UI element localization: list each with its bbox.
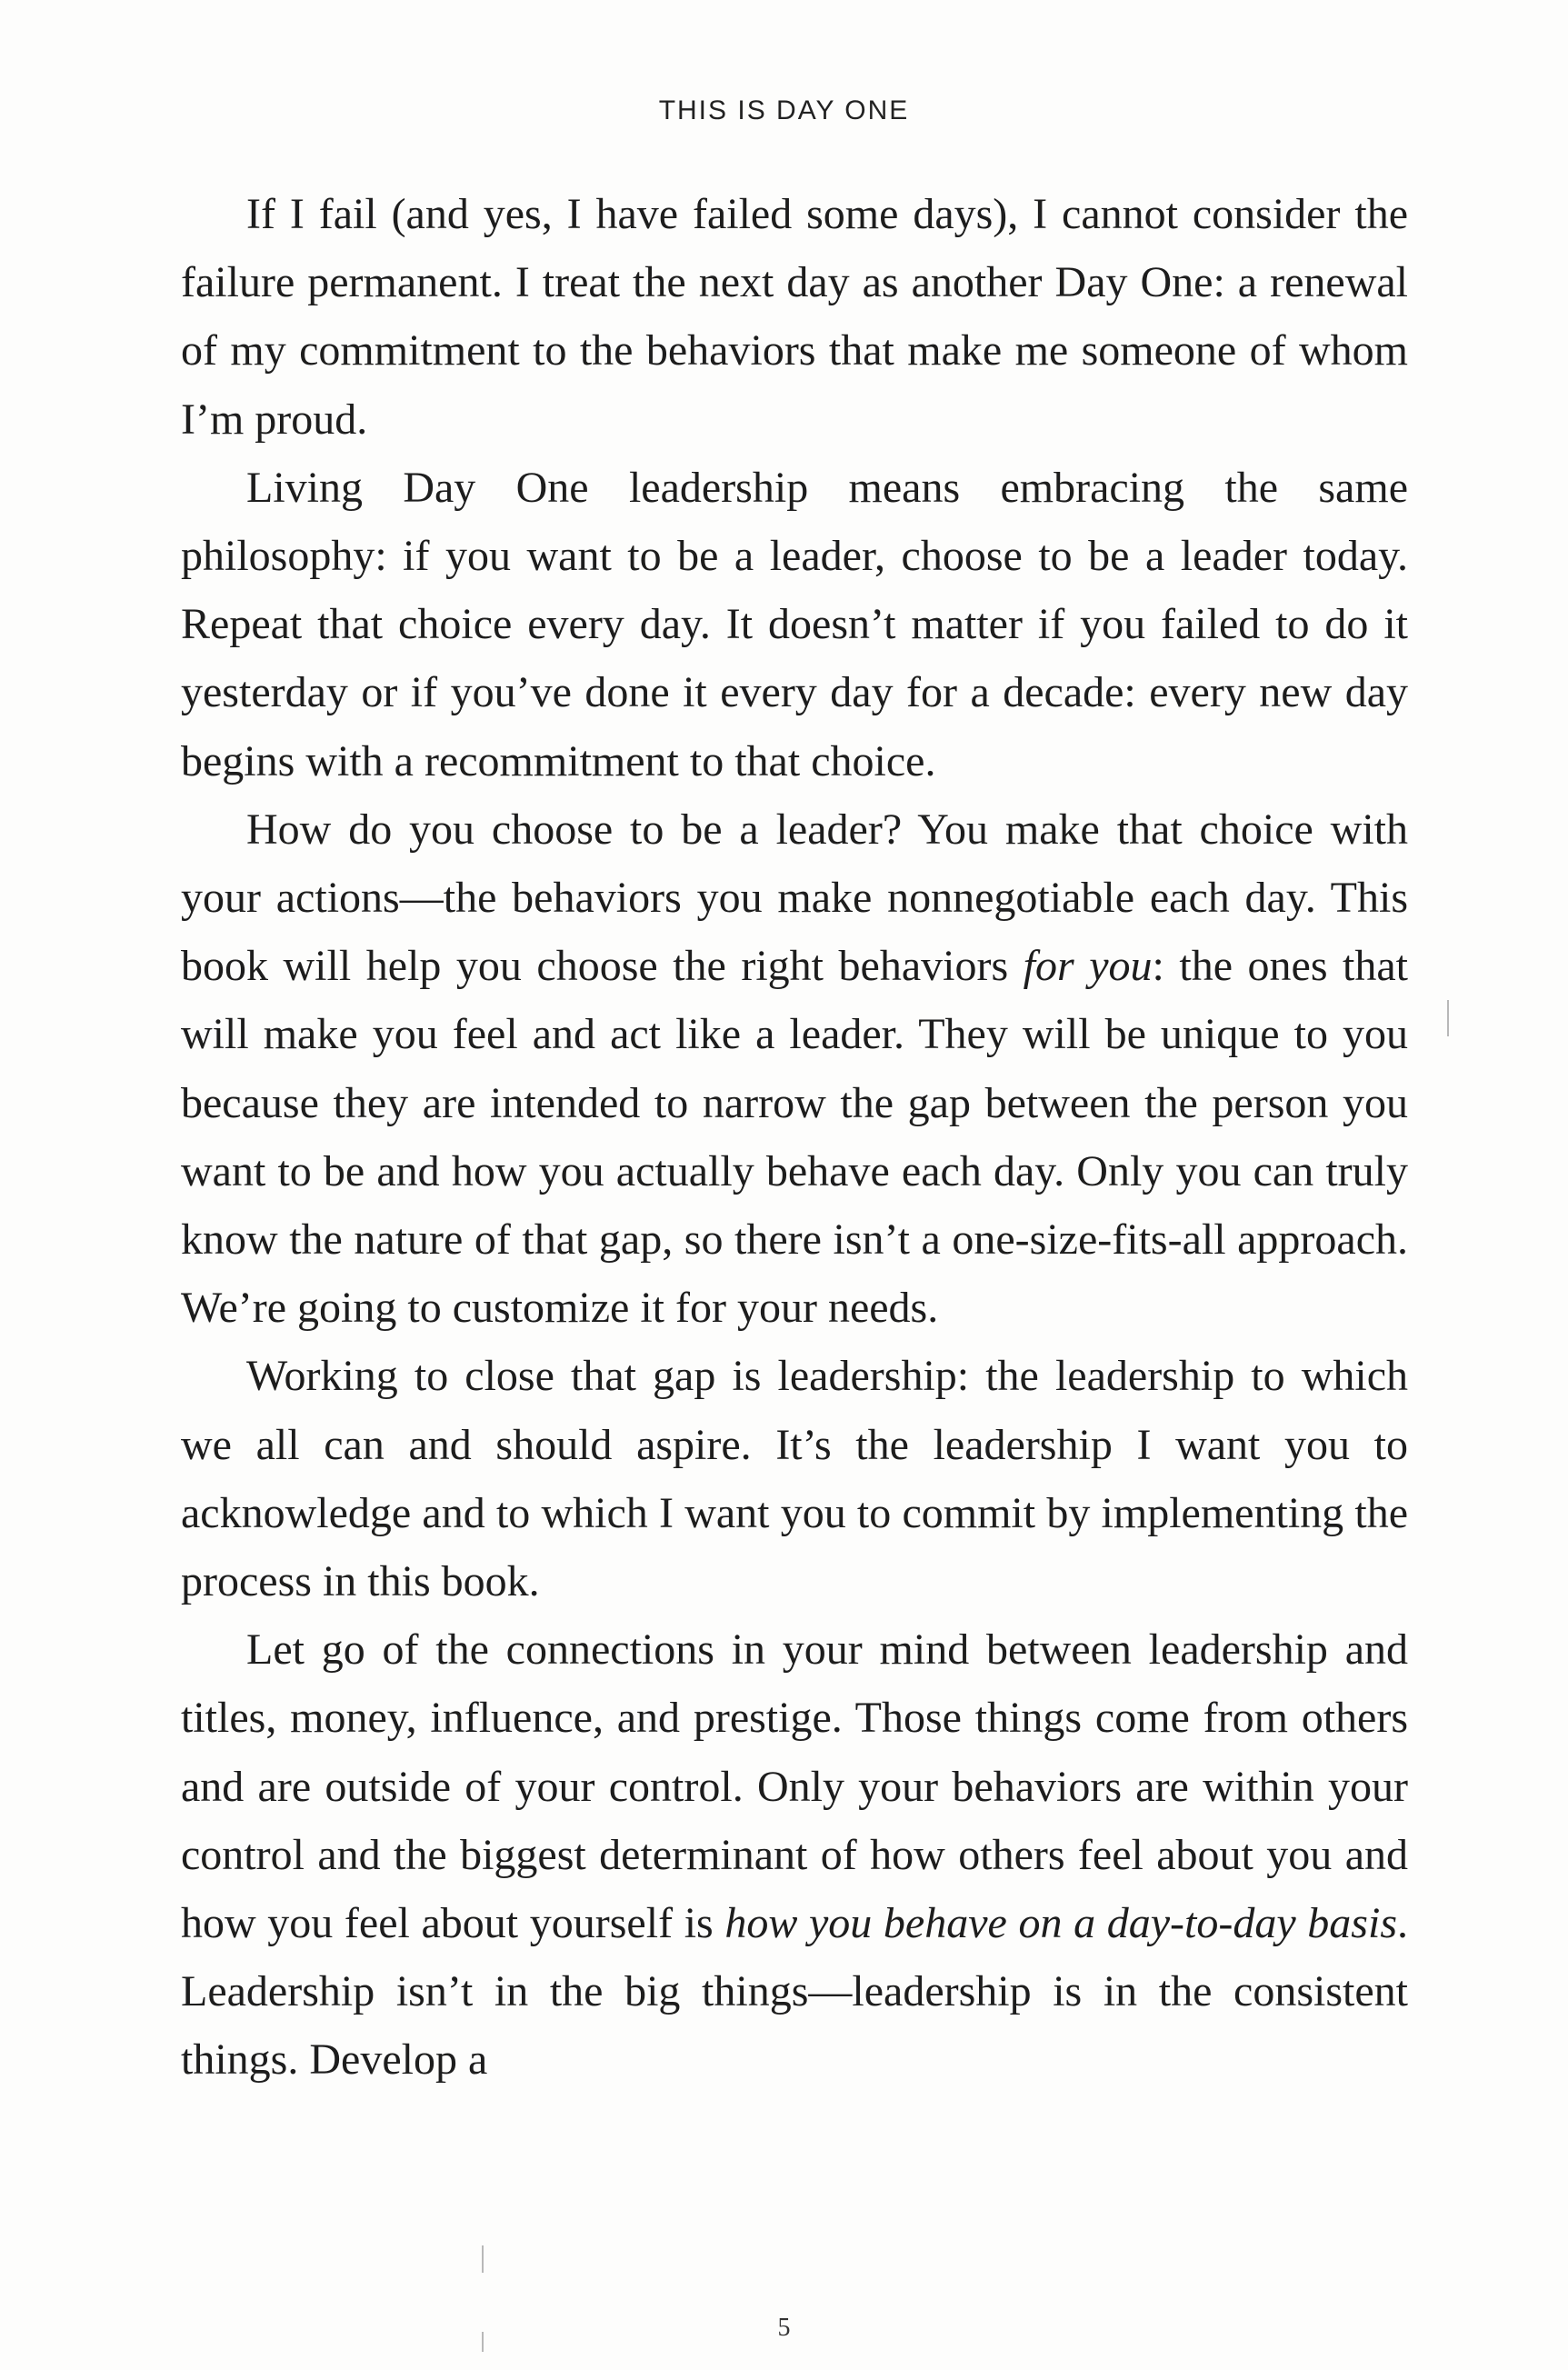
paragraph-text: . Leadership isn’t in the big things—leadership is in the consistent things. Develop a xyxy=(181,1899,1408,2085)
scan-mark xyxy=(482,2245,484,2273)
paragraph xyxy=(181,454,1408,795)
page-number: 5 xyxy=(777,2314,791,2342)
running-head: THIS IS DAY ONE xyxy=(658,95,910,125)
paragraph-text: Living Day One leadership means embracing the same philosophy: if you want to be a leader, choose to be a leader today. Repeat that choice every day. It doesn’t matter if you failed to do it yesterday or if you’ve done it every day for a decade: every new day begins with a recommitment to that choice. xyxy=(181,463,1408,785)
paragraph xyxy=(181,1342,1408,1615)
paragraph-text: Working to close that gap is leadership: the leadership to which we all can and should aspire. It’s the leadership I want you to acknowledge and to which I want you to commit by implementing the process in this book. xyxy=(181,1352,1408,1606)
body-text xyxy=(181,180,1408,2095)
paragraph-text: If I fail (and yes, I have failed some days), I cannot consider the failure permanent. I treat the next day as another Day One: a renewal of my commitment to the behaviors that make me someone of whom I’m proud. xyxy=(181,190,1408,444)
scan-mark xyxy=(1447,1000,1449,1036)
scan-mark xyxy=(482,2332,484,2352)
paragraph xyxy=(181,1615,1408,2094)
paragraph-text: How do you choose to be a leader? You make that choice with your actions—the behaviors you make nonnegotiable each day. This book will help you choose the right behaviors xyxy=(181,805,1408,991)
paragraph xyxy=(181,795,1408,1343)
paragraph-text: : the ones that will make you feel and act like a leader. They will be unique to you because they are intended to narrow the gap between the person you want to be and how you actually behave each day. Only you can truly know the nature of that gap, so there isn’t a one-size-fits-all approach. We’re going to customize it for your needs. xyxy=(181,942,1408,1333)
italic-text: for you xyxy=(1023,942,1153,991)
paragraph-text: Let go of the connections in your mind between leadership and titles, money, influence, and prestige. Those things come from others and are outside of your control. Only your behaviors are within your control and the biggest determinant of how others feel about you and how you feel about yourself is xyxy=(181,1625,1408,1948)
italic-text: how you behave on a day-to-day basis xyxy=(724,1899,1397,1948)
paragraph xyxy=(181,180,1408,454)
